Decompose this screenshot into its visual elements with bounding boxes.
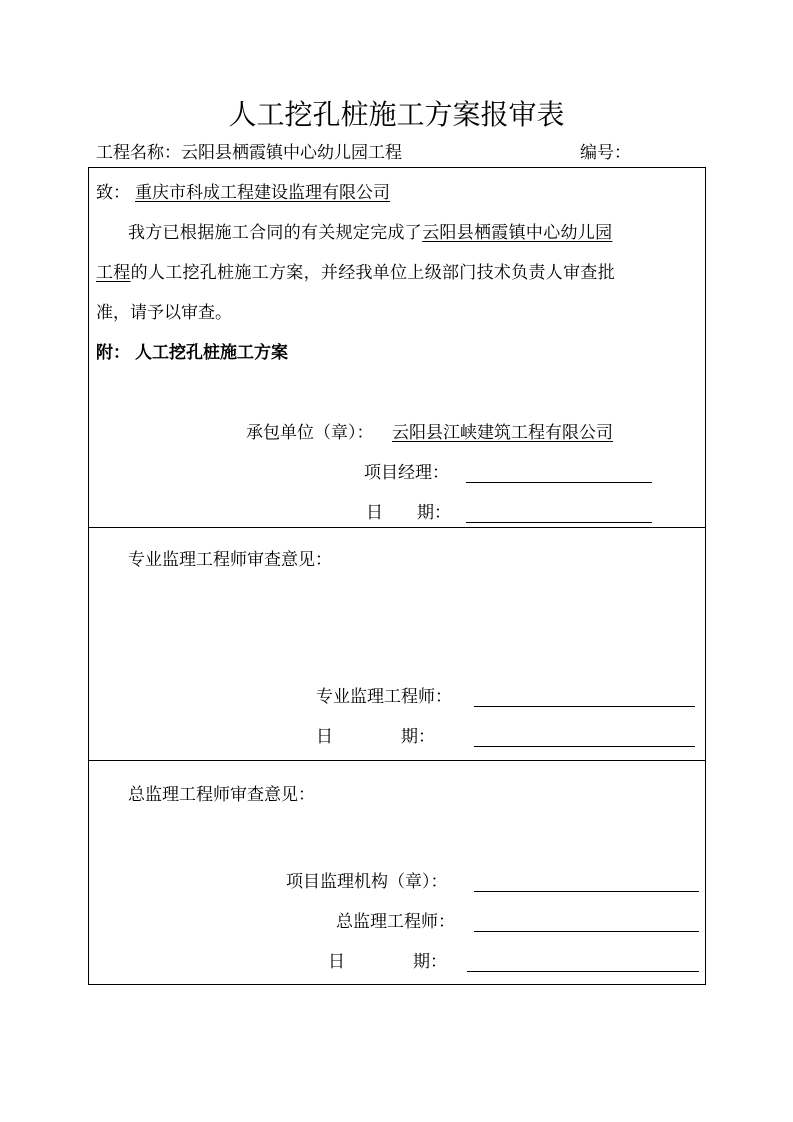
date-label: 日 期： (328, 952, 447, 972)
engineer-signature-line[interactable] (474, 706, 695, 707)
manager-label: 项目经理： (364, 463, 449, 483)
contractor-value: 云阳县江峡建筑工程有限公司 (392, 423, 613, 443)
project-name-underlined: 工程 (96, 263, 131, 283)
form-table (88, 167, 706, 985)
row-divider (88, 760, 706, 761)
engineer-label: 专业监理工程师： (316, 687, 452, 707)
date-label: 日 期： (366, 503, 451, 523)
paragraph-line-3: 准，请予以审查。 (96, 303, 232, 323)
row-divider (88, 527, 706, 528)
project-name-underlined: 云阳县栖霞镇中心幼儿园 (422, 223, 613, 243)
org-seal-line[interactable] (474, 891, 699, 892)
to-value: 重庆市科成工程建设监理有限公司 (135, 183, 390, 203)
paragraph-text: 我方已根据施工合同的有关规定完成了 (128, 223, 423, 243)
to-label: 致： (96, 183, 130, 203)
paragraph-line-1 (128, 223, 612, 243)
paragraph-line-2 (96, 263, 615, 283)
date-line[interactable] (467, 971, 699, 972)
attachment-label: 附： (96, 343, 130, 363)
chief-signature-line[interactable] (474, 931, 699, 932)
date-line[interactable] (474, 746, 695, 747)
project-label: 工程名称： (96, 143, 181, 163)
contractor-label: 承包单位（章）： (246, 423, 374, 443)
attachment-value: 人工挖孔桩施工方案 (135, 343, 288, 363)
chief-review-heading: 总监理工程师审查意见： (128, 785, 315, 805)
date-label: 日 期： (316, 727, 435, 747)
project-name: 云阳县栖霞镇中心幼儿园工程 (181, 143, 402, 163)
engineer-review-heading: 专业监理工程师审查意见： (128, 550, 332, 570)
chief-label: 总监理工程师： (336, 912, 455, 932)
org-label: 项目监理机构（章）： (286, 872, 448, 892)
number-label: 编号： (580, 143, 631, 163)
manager-signature-line[interactable] (466, 482, 652, 483)
paragraph-text: 的人工挖孔桩施工方案，并经我单位上级部门技术负责人审查批 (130, 263, 616, 283)
page-title: 人工挖孔桩施工方案报审表 (228, 98, 565, 131)
date-line[interactable] (466, 522, 652, 523)
